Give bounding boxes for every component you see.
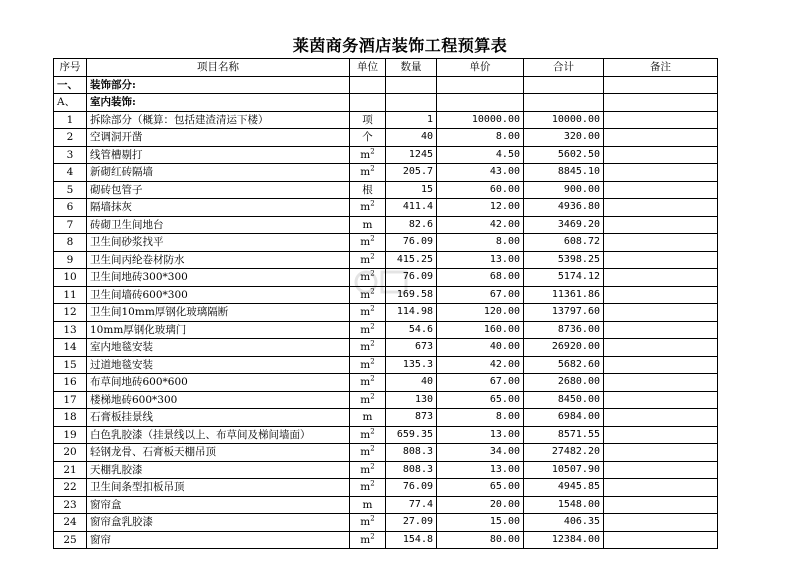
- row-note-cell: [604, 339, 718, 357]
- row-unit-cell: $m^2$: [350, 304, 386, 322]
- row-price-cell: 80.00: [437, 531, 524, 549]
- row-name-cell: 布草间地砖600*600: [87, 374, 350, 392]
- table-row: [54, 304, 718, 322]
- row-qty-cell: 130: [386, 391, 437, 409]
- row-seq-cell: 16: [54, 374, 87, 392]
- row-qty-cell: 808.3: [386, 444, 437, 462]
- row-unit-cell: $m^2$: [350, 269, 386, 287]
- row-qty-cell: 169.58: [386, 286, 437, 304]
- row-seq-cell: 2: [54, 129, 87, 147]
- row-total-cell: 12384.00: [524, 531, 604, 549]
- row-qty-cell: 76.09: [386, 234, 437, 252]
- row-qty-cell: 659.35: [386, 426, 437, 444]
- row-note-cell: [604, 444, 718, 462]
- row-total-cell: 8845.10: [524, 164, 604, 182]
- row-qty-cell: 40: [386, 374, 437, 392]
- row-unit-cell: $m^2$: [350, 321, 386, 339]
- row-note-cell: [604, 269, 718, 287]
- header-qty: 数量: [386, 59, 437, 77]
- row-note-cell: [604, 146, 718, 164]
- row-name-cell: 线管槽剔打: [87, 146, 350, 164]
- row-qty-cell: 1: [386, 111, 437, 129]
- row-qty-cell: 54.6: [386, 321, 437, 339]
- row-qty-cell: 114.98: [386, 304, 437, 322]
- row-price-cell: 10000.00: [437, 111, 524, 129]
- row-price-cell: 13.00: [437, 251, 524, 269]
- row-name-cell: 窗帘盒乳胶漆: [87, 514, 350, 532]
- row-total-cell: 8736.00: [524, 321, 604, 339]
- row-total-cell: 10000.00: [524, 111, 604, 129]
- row-price-cell: 67.00: [437, 286, 524, 304]
- header-total: 合计: [524, 59, 604, 77]
- row-note-cell: [604, 531, 718, 549]
- table-row: [54, 531, 718, 549]
- row-qty-cell: 76.09: [386, 479, 437, 497]
- row-name-cell: 轻钢龙骨、石膏板天棚吊顶: [87, 444, 350, 462]
- row-qty-cell: 15: [386, 181, 437, 199]
- row-seq-cell: 9: [54, 251, 87, 269]
- row-name-cell: 室内地毯安装: [87, 339, 350, 357]
- row-seq-cell: 21: [54, 461, 87, 479]
- table-row: [54, 111, 718, 129]
- row-seq-cell: 4: [54, 164, 87, 182]
- table-row: [54, 199, 718, 217]
- row-name-cell: 白色乳胶漆（挂景线以上、布草间及梯间墙面）: [87, 426, 350, 444]
- row-seq-cell: 12: [54, 304, 87, 322]
- table-row: [54, 444, 718, 462]
- row-name-cell: 楼梯地砖600*300: [87, 391, 350, 409]
- row-seq-cell: 23: [54, 496, 87, 514]
- row-total-cell: 4936.80: [524, 199, 604, 217]
- table-row: [54, 129, 718, 147]
- row-price-cell: 42.00: [437, 356, 524, 374]
- row-price-cell: 160.00: [437, 321, 524, 339]
- row-qty-cell: 154.8: [386, 531, 437, 549]
- row-total-cell: 26920.00: [524, 339, 604, 357]
- row-seq-cell: 24: [54, 514, 87, 532]
- table-row: [54, 339, 718, 357]
- header-seq: 序号: [54, 59, 87, 77]
- table-row: [54, 234, 718, 252]
- table-row: [54, 164, 718, 182]
- row-price-cell: 8.00: [437, 129, 524, 147]
- row-seq-cell: 13: [54, 321, 87, 339]
- section-seq: 一、: [54, 76, 87, 94]
- row-qty-cell: 77.4: [386, 496, 437, 514]
- row-name-cell: 拆除部分（概算：包括建渣清运下楼）: [87, 111, 350, 129]
- table-row: [54, 479, 718, 497]
- row-unit-cell: $m^2$: [350, 286, 386, 304]
- row-price-cell: 13.00: [437, 461, 524, 479]
- header-price: 单价: [437, 59, 524, 77]
- row-price-cell: 15.00: [437, 514, 524, 532]
- row-unit-cell: $m^2$: [350, 146, 386, 164]
- row-name-cell: 新砌红砖隔墙: [87, 164, 350, 182]
- row-name-cell: 卫生间条型扣板吊顶: [87, 479, 350, 497]
- row-qty-cell: 1245: [386, 146, 437, 164]
- row-price-cell: 43.00: [437, 164, 524, 182]
- row-note-cell: [604, 199, 718, 217]
- row-name-cell: 隔墙抹灰: [87, 199, 350, 217]
- row-note-cell: [604, 111, 718, 129]
- row-qty-cell: 411.4: [386, 199, 437, 217]
- row-name-cell: 卫生间地砖300*300: [87, 269, 350, 287]
- row-seq-cell: 14: [54, 339, 87, 357]
- row-total-cell: 320.00: [524, 129, 604, 147]
- row-note-cell: [604, 251, 718, 269]
- row-seq-cell: 19: [54, 426, 87, 444]
- row-qty-cell: 135.3: [386, 356, 437, 374]
- row-total-cell: 5398.25: [524, 251, 604, 269]
- row-qty-cell: 415.25: [386, 251, 437, 269]
- row-total-cell: 11361.86: [524, 286, 604, 304]
- table-row: [54, 286, 718, 304]
- row-note-cell: [604, 321, 718, 339]
- row-seq-cell: 15: [54, 356, 87, 374]
- row-unit-cell: m: [350, 216, 386, 234]
- row-note-cell: [604, 164, 718, 182]
- row-price-cell: 65.00: [437, 479, 524, 497]
- row-seq-cell: 10: [54, 269, 87, 287]
- row-note-cell: [604, 234, 718, 252]
- row-unit-cell: $m^2$: [350, 531, 386, 549]
- row-seq-cell: 20: [54, 444, 87, 462]
- row-qty-cell: 40: [386, 129, 437, 147]
- row-total-cell: 6984.00: [524, 409, 604, 427]
- row-name-cell: 卫生间丙纶卷材防水: [87, 251, 350, 269]
- row-price-cell: 8.00: [437, 234, 524, 252]
- row-note-cell: [604, 391, 718, 409]
- row-price-cell: 60.00: [437, 181, 524, 199]
- row-note-cell: [604, 356, 718, 374]
- row-name-cell: 砖砌卫生间地台: [87, 216, 350, 234]
- row-price-cell: 68.00: [437, 269, 524, 287]
- table-row: [54, 391, 718, 409]
- sheet-title: 莱茵商务酒店装饰工程预算表: [292, 36, 508, 55]
- row-price-cell: 40.00: [437, 339, 524, 357]
- row-note-cell: [604, 479, 718, 497]
- row-total-cell: 13797.60: [524, 304, 604, 322]
- row-total-cell: 5174.12: [524, 269, 604, 287]
- row-seq-cell: 6: [54, 199, 87, 217]
- row-total-cell: 5682.60: [524, 356, 604, 374]
- row-price-cell: 34.00: [437, 444, 524, 462]
- row-price-cell: 4.50: [437, 146, 524, 164]
- row-price-cell: 13.00: [437, 426, 524, 444]
- row-total-cell: 27482.20: [524, 444, 604, 462]
- table-row: [54, 426, 718, 444]
- table-row: [54, 496, 718, 514]
- row-unit-cell: $m^2$: [350, 461, 386, 479]
- row-name-cell: 石膏板挂景线: [87, 409, 350, 427]
- row-seq-cell: 5: [54, 181, 87, 199]
- row-unit-cell: $m^2$: [350, 391, 386, 409]
- row-total-cell: 900.00: [524, 181, 604, 199]
- table-row: [54, 216, 718, 234]
- row-unit-cell: m: [350, 409, 386, 427]
- row-price-cell: 12.00: [437, 199, 524, 217]
- row-note-cell: [604, 461, 718, 479]
- row-qty-cell: 873: [386, 409, 437, 427]
- row-note-cell: [604, 496, 718, 514]
- table-row: [54, 514, 718, 532]
- row-name-cell: 砌砖包管子: [87, 181, 350, 199]
- header-row: [54, 59, 718, 77]
- budget-table: [53, 58, 718, 549]
- section-seq: A、: [54, 94, 87, 112]
- header-unit: 单位: [350, 59, 386, 77]
- row-unit-cell: $m^2$: [350, 234, 386, 252]
- row-total-cell: 1548.00: [524, 496, 604, 514]
- row-name-cell: 窗帘盒: [87, 496, 350, 514]
- row-note-cell: [604, 181, 718, 199]
- header-note: 备注: [604, 59, 718, 77]
- row-unit-cell: $m^2$: [350, 426, 386, 444]
- section-name: 装饰部分:: [87, 76, 350, 94]
- section-row: [54, 94, 718, 112]
- row-unit-cell: 项: [350, 111, 386, 129]
- table-row: [54, 146, 718, 164]
- row-note-cell: [604, 409, 718, 427]
- row-price-cell: 20.00: [437, 496, 524, 514]
- row-unit-cell: $m^2$: [350, 251, 386, 269]
- row-seq-cell: 3: [54, 146, 87, 164]
- row-name-cell: 天棚乳胶漆: [87, 461, 350, 479]
- row-unit-cell: m: [350, 496, 386, 514]
- row-note-cell: [604, 426, 718, 444]
- row-unit-cell: $m^2$: [350, 514, 386, 532]
- row-qty-cell: 205.7: [386, 164, 437, 182]
- row-note-cell: [604, 514, 718, 532]
- table-row: [54, 269, 718, 287]
- row-qty-cell: 673: [386, 339, 437, 357]
- row-price-cell: 65.00: [437, 391, 524, 409]
- row-qty-cell: 27.09: [386, 514, 437, 532]
- row-unit-cell: $m^2$: [350, 164, 386, 182]
- row-unit-cell: $m^2$: [350, 356, 386, 374]
- row-price-cell: 8.00: [437, 409, 524, 427]
- table-row: [54, 374, 718, 392]
- row-price-cell: 67.00: [437, 374, 524, 392]
- row-name-cell: 窗帘: [87, 531, 350, 549]
- row-seq-cell: 22: [54, 479, 87, 497]
- row-qty-cell: 76.09: [386, 269, 437, 287]
- row-total-cell: 8571.55: [524, 426, 604, 444]
- row-name-cell: 卫生间10mm厚钢化玻璃隔断: [87, 304, 350, 322]
- row-name-cell: 空调洞开凿: [87, 129, 350, 147]
- row-unit-cell: $m^2$: [350, 444, 386, 462]
- row-unit-cell: $m^2$: [350, 374, 386, 392]
- row-total-cell: 4945.85: [524, 479, 604, 497]
- row-unit-cell: 个: [350, 129, 386, 147]
- header-name: 项目名称: [87, 59, 350, 77]
- row-qty-cell: 808.3: [386, 461, 437, 479]
- section-row: [54, 76, 718, 94]
- row-seq-cell: 18: [54, 409, 87, 427]
- table-row: [54, 251, 718, 269]
- table-row: [54, 409, 718, 427]
- row-total-cell: 3469.20: [524, 216, 604, 234]
- row-total-cell: 8450.00: [524, 391, 604, 409]
- table-row: [54, 356, 718, 374]
- row-price-cell: 120.00: [437, 304, 524, 322]
- row-seq-cell: 17: [54, 391, 87, 409]
- row-name-cell: 10mm厚钢化玻璃门: [87, 321, 350, 339]
- row-total-cell: 10507.90: [524, 461, 604, 479]
- row-seq-cell: 11: [54, 286, 87, 304]
- row-seq-cell: 1: [54, 111, 87, 129]
- table-row: [54, 321, 718, 339]
- row-total-cell: 406.35: [524, 514, 604, 532]
- row-note-cell: [604, 129, 718, 147]
- row-total-cell: 2680.00: [524, 374, 604, 392]
- table-row: [54, 461, 718, 479]
- row-note-cell: [604, 374, 718, 392]
- row-name-cell: 卫生间墙砖600*300: [87, 286, 350, 304]
- row-qty-cell: 82.6: [386, 216, 437, 234]
- row-note-cell: [604, 286, 718, 304]
- row-unit-cell: 根: [350, 181, 386, 199]
- row-unit-cell: $m^2$: [350, 479, 386, 497]
- row-seq-cell: 7: [54, 216, 87, 234]
- row-seq-cell: 25: [54, 531, 87, 549]
- row-note-cell: [604, 216, 718, 234]
- row-unit-cell: $m^2$: [350, 339, 386, 357]
- row-total-cell: 608.72: [524, 234, 604, 252]
- row-note-cell: [604, 304, 718, 322]
- row-unit-cell: $m^2$: [350, 199, 386, 217]
- table-row: [54, 181, 718, 199]
- section-name: 室内装饰:: [87, 94, 350, 112]
- row-seq-cell: 8: [54, 234, 87, 252]
- row-total-cell: 5602.50: [524, 146, 604, 164]
- row-name-cell: 过道地毯安装: [87, 356, 350, 374]
- row-price-cell: 42.00: [437, 216, 524, 234]
- row-name-cell: 卫生间砂浆找平: [87, 234, 350, 252]
